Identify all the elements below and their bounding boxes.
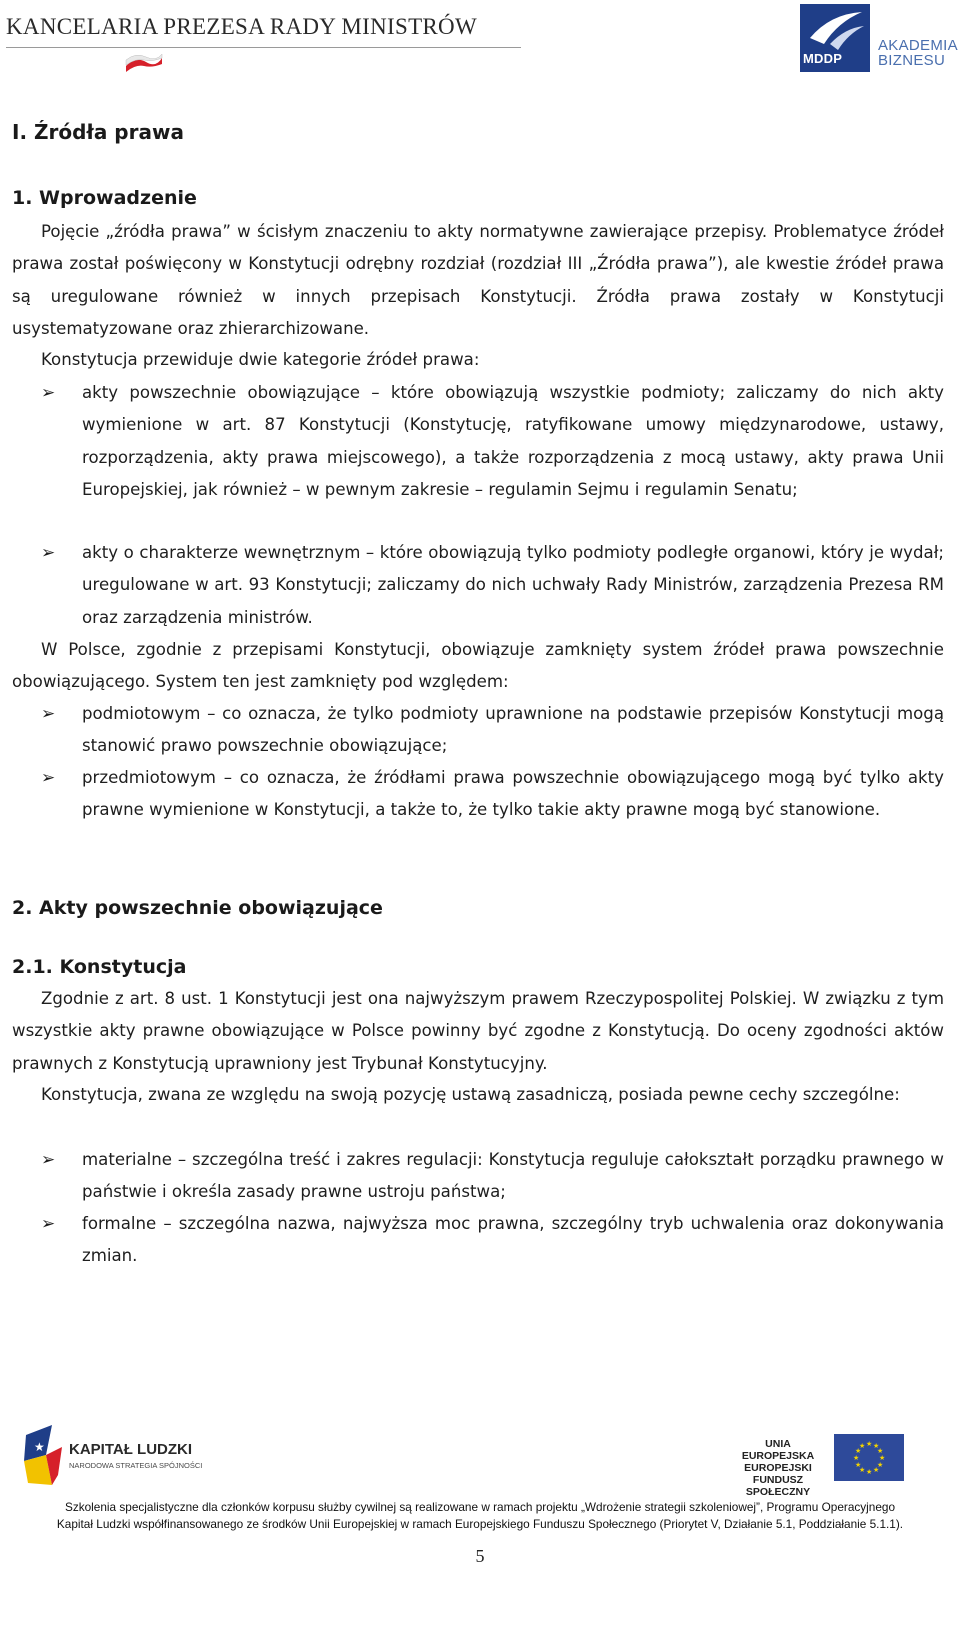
arrow-bullet-icon: ➢ (41, 1214, 56, 1234)
page-number: 5 (475, 1546, 485, 1566)
kapital-ludzki-title: KAPITAŁ LUDZKI (69, 1441, 193, 1458)
arrow-bullet-icon: ➢ (41, 543, 56, 563)
efs-line: FUNDUSZ SPOŁECZNY (745, 1474, 811, 1498)
svg-text:★: ★ (877, 1447, 884, 1455)
list-item-text: podmiotowym – co oznacza, że tylko podmioty uprawnione na podstawie przepisów Konstytucji mogą stanowić prawo powszechnie obowiązujące; (82, 704, 944, 756)
kprm-title: KANCELARIA PREZESA RADY MINISTRÓW (6, 14, 477, 39)
svg-text:★: ★ (879, 1454, 886, 1462)
heading-konstytucja: 2.1. Konstytucja (12, 956, 187, 978)
svg-text:★: ★ (859, 1442, 866, 1450)
heading-akty-powszechne: 2. Akty powszechnie obowiązujące (12, 897, 383, 919)
footer-note-line2: Kapitał Ludzki współfinansowanego ze środków Unii Europejskiej w ramach Europejskiego Funduszu Społecznego (Priorytet V, Działanie 5.1, Poddziałanie 5.1.1). (56, 1517, 904, 1531)
svg-text:★: ★ (877, 1461, 884, 1469)
header-rule (6, 47, 521, 48)
paragraph-intro: Pojęcie „źródła prawa” w ścisłym znaczeniu to akty normatywne zawierające przepisy. Problematyce źródeł prawa został poświęcony w Konstytucji odrębny rozdział (rozdział III „Źródła prawa”), ale kwestie źródeł prawa są uregulowane również w innych przepisach Konstytucji. Źródła prawa zostały w Konstytucji usystematyzowane oraz zhierarchizowane. (12, 222, 944, 338)
arrow-bullet-icon: ➢ (41, 704, 56, 724)
kapital-ludzki-logo (22, 1425, 222, 1490)
paragraph-closed-system: W Polsce, zgodnie z przepisami Konstytucji, obowiązuje zamknięty system źródeł prawa powszechnie obowiązującego. System ten jest zamknięty pod względem: (12, 640, 944, 692)
flag-emblem-icon (124, 52, 164, 74)
list-item-text: akty o charakterze wewnętrznym – które obowiązują tylko podmioty podległe organowi, który je wydał; uregulowane w art. 93 Konstytucji; zaliczamy do nich uchwały Rady Ministrów, zarządzenia Prezesa RM oraz zarządzenia ministrów. (82, 543, 944, 627)
arrow-bullet-icon: ➢ (41, 1150, 56, 1170)
kapital-ludzki-subtitle: NARODOWA STRATEGIA SPÓJNOŚCI (69, 1461, 203, 1470)
kapital-ludzki-emblem-icon (22, 1425, 66, 1487)
paragraph-categories: Konstytucja przewiduje dwie kategorie źródeł prawa: (41, 350, 480, 369)
svg-text:★: ★ (853, 1454, 860, 1462)
heading-wprowadzenie: 1. Wprowadzenie (12, 187, 197, 209)
paragraph-supreme-law: Zgodnie z art. 8 ust. 1 Konstytucji jest ona najwyższym prawem Rzeczypospolitej Polskiej. W związku z tym wszystkie akty prawne obowiązujące w Polsce powinny być zgodne z Konstytucją. Do oceny zgodności aktów prawnych z Konstytucją uprawniony jest Trybunał Konstytucyjny. (12, 989, 944, 1073)
svg-text:★: ★ (866, 1440, 873, 1448)
svg-text:★: ★ (859, 1466, 866, 1474)
eu-efs-logo (728, 1434, 908, 1498)
list-item-text: materialne – szczególna treść i zakres regulacji: Konstytucja reguluje całokształt porządku prawnego w państwie i określa zasady prawne ustroju państwa; (82, 1150, 944, 1202)
akademia-biznesu (878, 38, 958, 68)
svg-text:★: ★ (34, 1440, 45, 1454)
eu-flag-icon (834, 1434, 904, 1481)
arrow-bullet-icon: ➢ (41, 768, 56, 788)
svg-text:★: ★ (866, 1468, 873, 1476)
mddp-logo-box (800, 4, 870, 72)
arrow-bullet-icon: ➢ (41, 383, 56, 403)
section-title: I. Źródła prawa (12, 120, 184, 144)
list-item-text: akty powszechnie obowiązujące – które obowiązują wszystkie podmioty; zaliczamy do nich akty wymienione w art. 87 Konstytucji (Konstytucję, ratyfikowane umowy międzynarodowe, ustawy, rozporządzenia, akty prawa miejscowego), a także rozporządzenia z mocą ustawy, akty prawa Unii Europejskiej, jak również – w pewnym zakresie – regulamin Sejmu i regulamin Senatu; (82, 383, 944, 499)
akademia-line: AKADEMIA (878, 37, 958, 54)
biznesu-line: BIZNESU (878, 52, 946, 69)
svg-text:★: ★ (873, 1466, 880, 1474)
eu-line: UNIA EUROPEJSKA (741, 1438, 815, 1462)
svg-text:★: ★ (855, 1461, 862, 1469)
list-item-text: formalne – szczególna nazwa, najwyższa moc prawna, szczególny tryb uchwalenia oraz dokonywania zmian. (82, 1214, 944, 1266)
svg-text:★: ★ (855, 1447, 862, 1455)
mddp-academy-logo (800, 4, 960, 74)
footer-note-line1: Szkolenia specjalistyczne dla członków korpusu służby cywilnej są realizowane w ramach projektu „Wdrożenie strategii szkoleniowej”, Programu Operacyjnego (64, 1500, 896, 1514)
mddp-label: MDDP (803, 51, 843, 66)
kprm-logo (6, 14, 521, 69)
efs-line: EUROPEJSKI (744, 1462, 812, 1474)
list-item-text: przedmiotowym – co oznacza, że źródłami prawa powszechnie obowiązującego mogą być tylko akty prawne wymienione w Konstytucji, a także to, że tylko takie akty prawne mogą być stanowione. (82, 768, 944, 820)
eu-text (728, 1438, 828, 1498)
svg-text:★: ★ (873, 1442, 880, 1450)
paragraph-features: Konstytucja, zwana ze względu na swoją pozycję ustawą zasadniczą, posiada pewne cechy szczególne: (41, 1085, 900, 1104)
